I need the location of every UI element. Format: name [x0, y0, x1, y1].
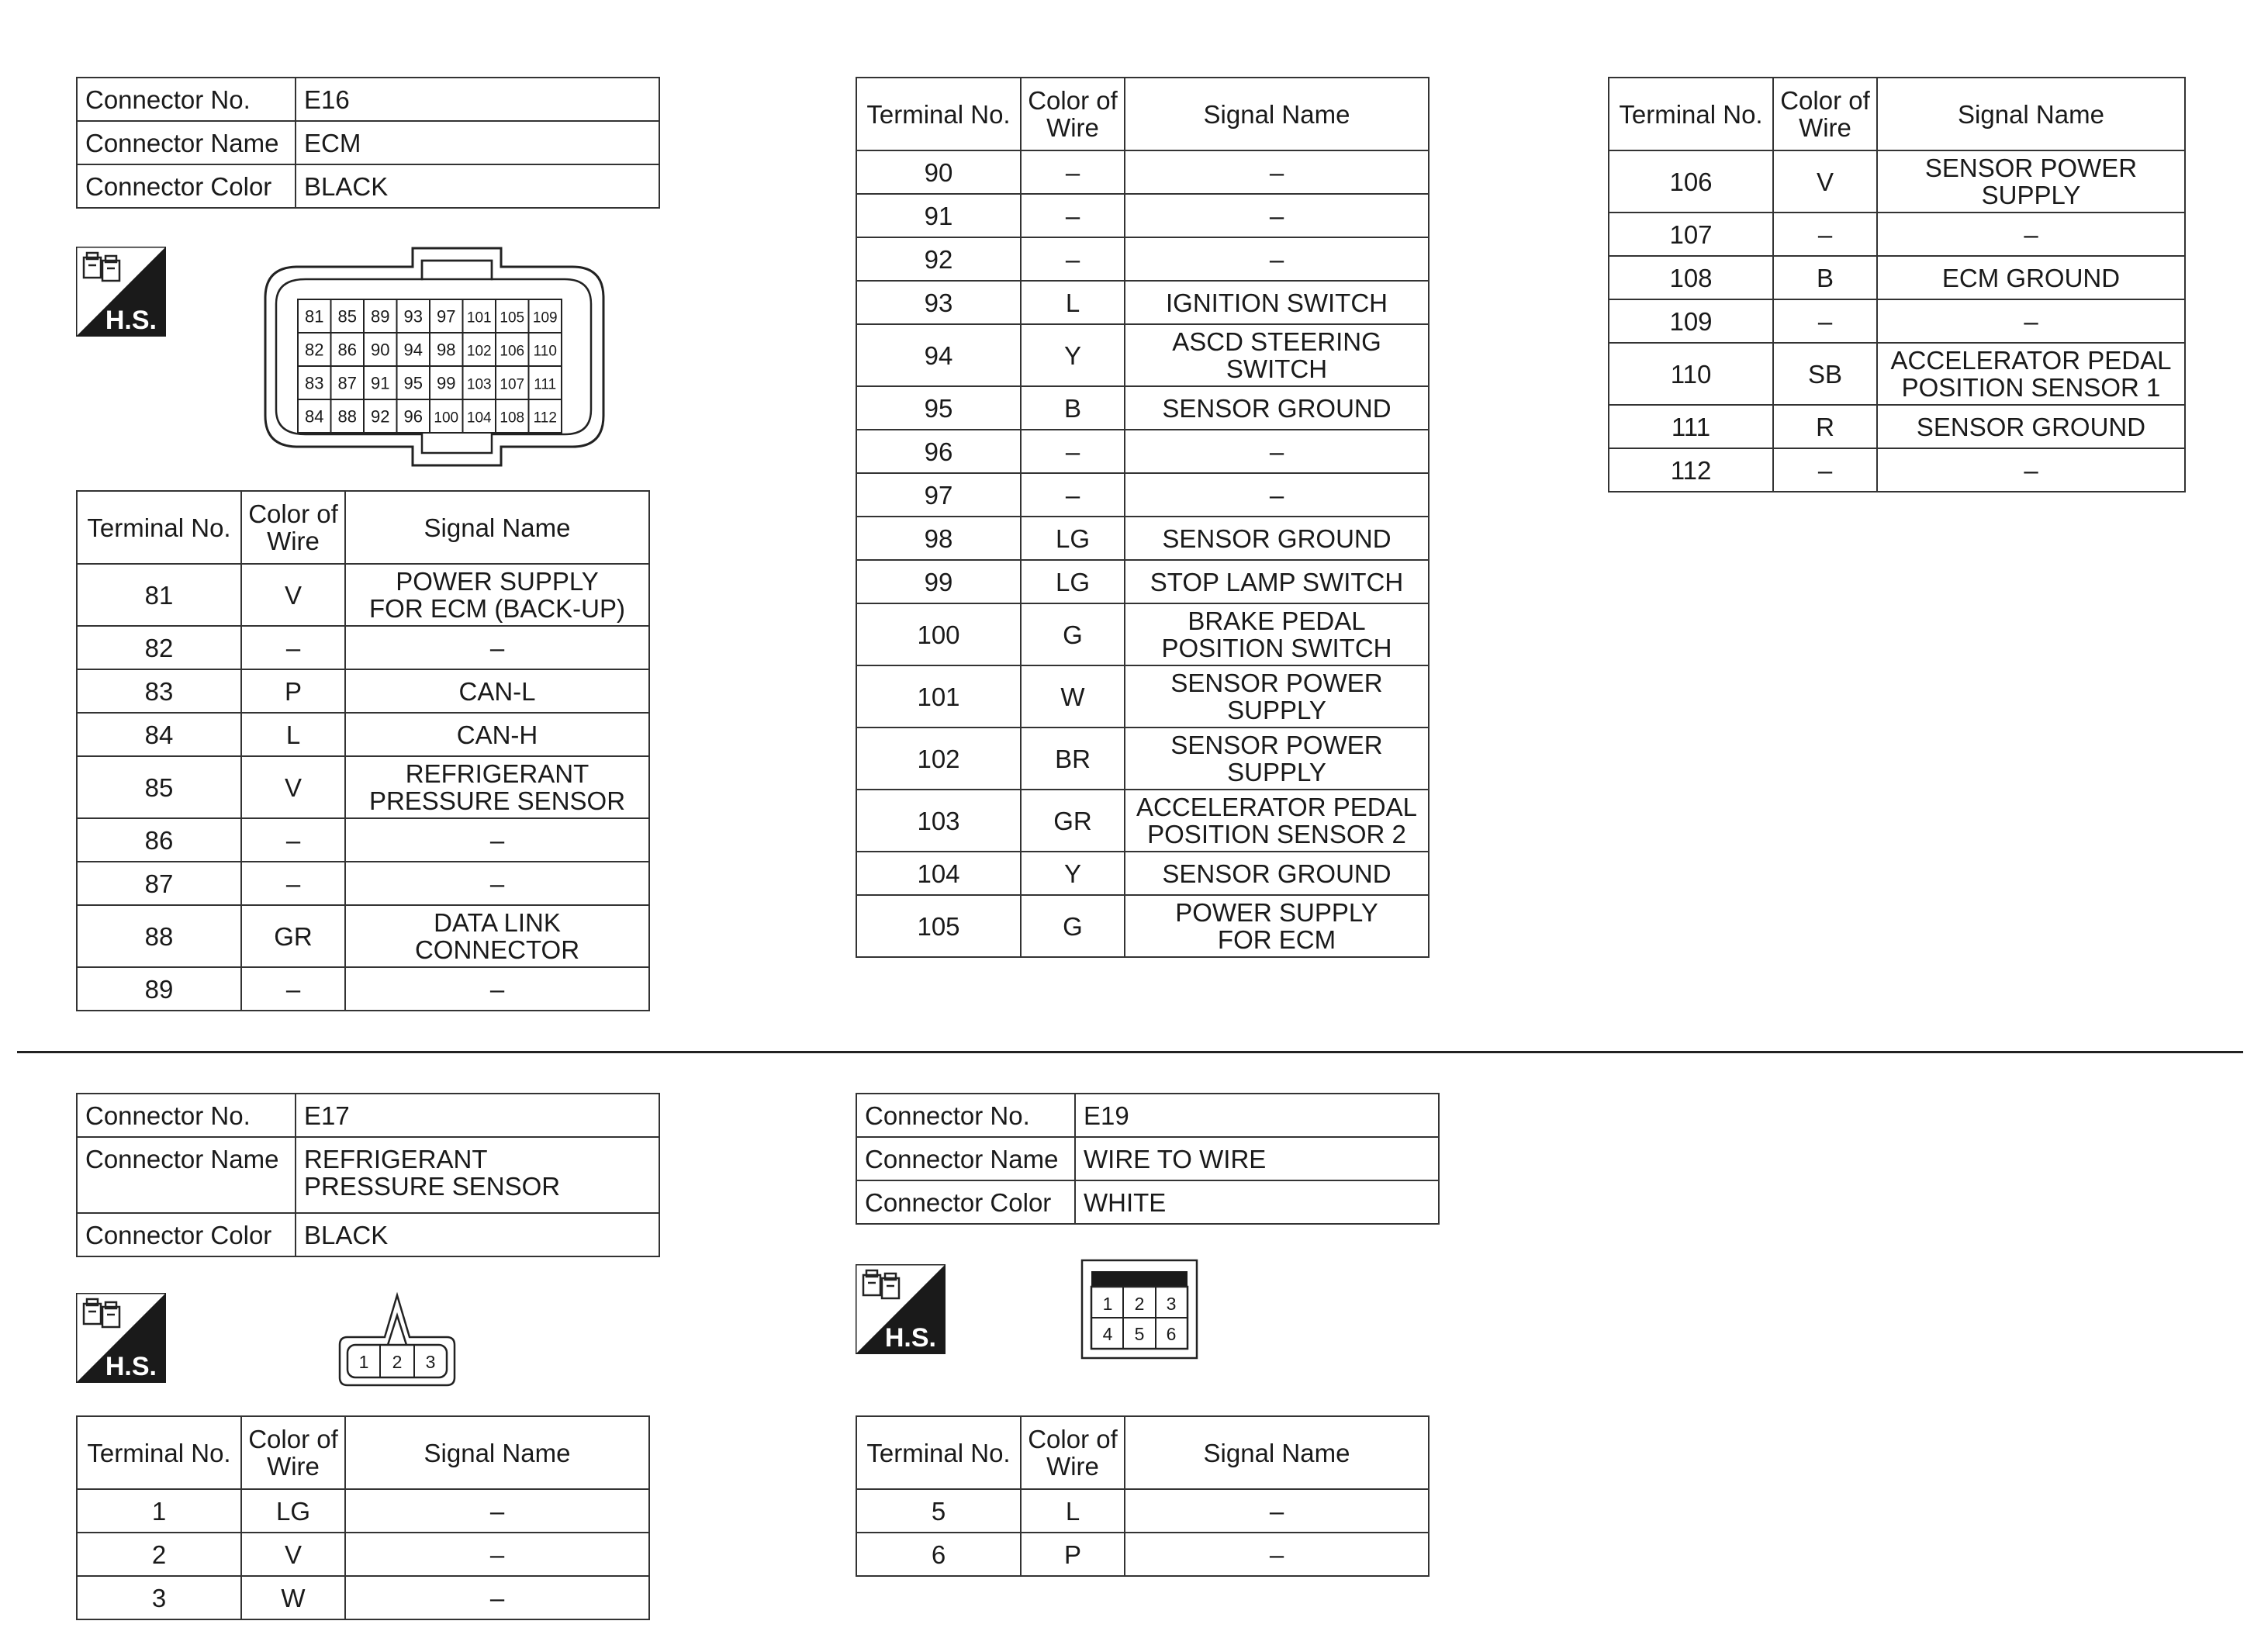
table-row	[856, 237, 1429, 281]
wire-color: B	[1773, 256, 1877, 299]
terminal-number: 100	[856, 603, 1021, 665]
pin-label: 101	[466, 309, 492, 327]
signal-name: –	[345, 862, 649, 905]
pin-label: 108	[500, 410, 525, 427]
table-row	[856, 517, 1429, 560]
wire-color: –	[1773, 213, 1877, 256]
table-header	[77, 491, 649, 564]
pin-label: 104	[466, 410, 492, 427]
signal-name: –	[1125, 430, 1429, 473]
wire-color: –	[241, 967, 345, 1011]
info-value: WHITE	[1075, 1180, 1439, 1224]
table-row	[77, 1533, 649, 1576]
signal-name-header: Signal Name	[1877, 78, 2185, 150]
terminal-no-header: Terminal No.	[77, 491, 241, 564]
info-label: Connector No.	[77, 1094, 296, 1137]
table-row	[856, 386, 1429, 430]
signal-name: POWER SUPPLY FOR ECM (BACK-UP)	[345, 564, 649, 626]
signal-name: SENSOR POWER SUPPLY	[1125, 665, 1429, 728]
pin-label: 86	[337, 340, 357, 360]
wire-color: BR	[1021, 728, 1125, 790]
terminal-number: 2	[77, 1533, 241, 1576]
wire-color: –	[1773, 299, 1877, 343]
signal-name: –	[345, 1489, 649, 1533]
info-row	[77, 78, 659, 121]
pin-label: 103	[466, 376, 492, 393]
signal-name: SENSOR GROUND	[1125, 517, 1429, 560]
pin-label: 95	[403, 373, 423, 393]
e17-connector-face-diagram	[338, 1291, 456, 1388]
info-label: Connector Name	[77, 121, 296, 164]
signal-name-header: Signal Name	[345, 1416, 649, 1489]
wire-color: –	[1021, 473, 1125, 517]
table-row	[1609, 150, 2185, 213]
terminal-number: 90	[856, 150, 1021, 194]
signal-name: CAN-H	[345, 713, 649, 756]
pin-label: 3	[425, 1352, 436, 1372]
table-row	[1609, 405, 2185, 448]
signal-name: REFRIGERANT PRESSURE SENSOR	[345, 756, 649, 818]
wire-color: V	[1773, 150, 1877, 213]
section-divider	[17, 1051, 2243, 1053]
signal-name: –	[1125, 237, 1429, 281]
signal-name: SENSOR GROUND	[1125, 386, 1429, 430]
terminal-number: 101	[856, 665, 1021, 728]
info-label: Connector No.	[856, 1094, 1075, 1137]
signal-name: –	[345, 967, 649, 1011]
signal-name: –	[345, 1533, 649, 1576]
wire-color: V	[241, 1533, 345, 1576]
pin-label: 1	[358, 1352, 369, 1372]
signal-name: SENSOR POWER SUPPLY	[1125, 728, 1429, 790]
pin-label: 89	[371, 306, 390, 327]
terminal-number: 81	[77, 564, 241, 626]
terminal-no-header: Terminal No.	[1609, 78, 1773, 150]
table-row	[1609, 343, 2185, 405]
info-row	[856, 1094, 1439, 1137]
signal-name: ACCELERATOR PEDAL POSITION SENSOR 1	[1877, 343, 2185, 405]
terminal-number: 97	[856, 473, 1021, 517]
pin-label: 94	[403, 340, 423, 360]
info-row	[77, 164, 659, 208]
table-row	[856, 560, 1429, 603]
table-row	[856, 665, 1429, 728]
table-row	[77, 862, 649, 905]
signal-name: IGNITION SWITCH	[1125, 281, 1429, 324]
terminal-number: 98	[856, 517, 1021, 560]
wire-color: –	[1021, 194, 1125, 237]
table-row	[856, 603, 1429, 665]
pin-label: 99	[437, 373, 456, 393]
e17-terminal-table	[76, 1415, 650, 1620]
terminal-number: 93	[856, 281, 1021, 324]
terminal-number: 3	[77, 1576, 241, 1619]
wire-color: –	[241, 862, 345, 905]
signal-name: CAN-L	[345, 669, 649, 713]
hs-label: H.S.	[105, 306, 157, 335]
signal-name: BRAKE PEDAL POSITION SWITCH	[1125, 603, 1429, 665]
info-row	[77, 1094, 659, 1137]
info-label: Connector No.	[77, 78, 296, 121]
e16-terminal-table-3	[1608, 77, 2186, 492]
info-value: ECM	[296, 121, 659, 164]
signal-name: –	[1877, 213, 2185, 256]
table-row	[77, 713, 649, 756]
table-row	[856, 852, 1429, 895]
e19-connector-face-diagram	[1080, 1259, 1198, 1360]
signal-name: –	[1877, 299, 2185, 343]
table-row	[77, 818, 649, 862]
table-row	[77, 626, 649, 669]
wire-color: –	[1021, 237, 1125, 281]
pin-label: 102	[466, 343, 492, 360]
harness-side-icon	[76, 1293, 166, 1383]
table-row	[77, 1489, 649, 1533]
wire-color: V	[241, 564, 345, 626]
signal-name: –	[345, 626, 649, 669]
terminal-number: 108	[1609, 256, 1773, 299]
pin-label: 93	[403, 306, 423, 327]
info-label: Connector Color	[856, 1180, 1075, 1224]
terminal-number: 91	[856, 194, 1021, 237]
table-row	[77, 756, 649, 818]
signal-name: –	[345, 818, 649, 862]
pin-label: 107	[500, 376, 525, 393]
wire-color: –	[1021, 430, 1125, 473]
pin-label: 91	[371, 373, 390, 393]
wire-color: P	[1021, 1533, 1125, 1576]
info-label: Connector Name	[77, 1137, 296, 1213]
info-row	[856, 1137, 1439, 1180]
info-row	[856, 1180, 1439, 1224]
harness-side-icon	[76, 247, 166, 337]
pin-label: 110	[533, 343, 557, 360]
table-header	[856, 78, 1429, 150]
table-header	[1609, 78, 2185, 150]
signal-name: –	[1125, 473, 1429, 517]
pin-label: 2	[392, 1352, 403, 1372]
wire-color: SB	[1773, 343, 1877, 405]
pin-label: 90	[371, 340, 390, 360]
wire-color: G	[1021, 895, 1125, 957]
terminal-number: 84	[77, 713, 241, 756]
table-row	[77, 564, 649, 626]
wire-color: LG	[1021, 517, 1125, 560]
signal-name: ACCELERATOR PEDAL POSITION SENSOR 2	[1125, 790, 1429, 852]
wire-color: Y	[1021, 852, 1125, 895]
table-row	[77, 905, 649, 967]
info-value: E16	[296, 78, 659, 121]
terminal-number: 112	[1609, 448, 1773, 492]
pin-label: 111	[534, 376, 557, 393]
terminal-number: 86	[77, 818, 241, 862]
table-row	[77, 967, 649, 1011]
terminal-number: 95	[856, 386, 1021, 430]
table-row	[77, 669, 649, 713]
pin-label: 92	[371, 406, 390, 427]
signal-name: SENSOR GROUND	[1877, 405, 2185, 448]
table-row	[856, 324, 1429, 386]
wire-color: GR	[241, 905, 345, 967]
pin-label: 106	[500, 343, 525, 360]
terminal-no-header: Terminal No.	[856, 78, 1021, 150]
wire-color: G	[1021, 603, 1125, 665]
signal-name: POWER SUPPLY FOR ECM	[1125, 895, 1429, 957]
table-row	[856, 790, 1429, 852]
terminal-number: 99	[856, 560, 1021, 603]
signal-name: DATA LINK CONNECTOR	[345, 905, 649, 967]
info-value: BLACK	[296, 164, 659, 208]
wire-color: –	[241, 818, 345, 862]
wire-color: L	[1021, 281, 1125, 324]
table-row	[856, 430, 1429, 473]
terminal-number: 5	[856, 1489, 1021, 1533]
pin-label: 2	[1134, 1294, 1145, 1314]
e19-terminal-table	[856, 1415, 1430, 1577]
wire-color: L	[241, 713, 345, 756]
e19-connector-info	[856, 1093, 1440, 1225]
pin-label: 85	[337, 306, 357, 327]
info-row	[77, 1213, 659, 1256]
table-row	[856, 728, 1429, 790]
table-row	[1609, 448, 2185, 492]
terminal-number: 102	[856, 728, 1021, 790]
e16-terminal-table-2	[856, 77, 1430, 958]
terminal-number: 109	[1609, 299, 1773, 343]
signal-name: –	[1125, 150, 1429, 194]
signal-name: –	[1877, 448, 2185, 492]
terminal-number: 82	[77, 626, 241, 669]
wire-color-header: Color of Wire	[241, 1416, 345, 1489]
pin-label: 5	[1134, 1324, 1145, 1344]
signal-name-header: Signal Name	[1125, 78, 1429, 150]
table-row	[856, 895, 1429, 957]
terminal-number: 96	[856, 430, 1021, 473]
signal-name: STOP LAMP SWITCH	[1125, 560, 1429, 603]
table-header	[856, 1416, 1429, 1489]
table-row	[856, 473, 1429, 517]
pin-label: 97	[437, 306, 456, 327]
terminal-number: 1	[77, 1489, 241, 1533]
info-row	[77, 1137, 659, 1213]
wire-color: LG	[241, 1489, 345, 1533]
pin-label: 82	[305, 340, 324, 360]
info-value: E19	[1075, 1094, 1439, 1137]
terminal-number: 103	[856, 790, 1021, 852]
pin-label: 3	[1166, 1294, 1177, 1314]
signal-name: SENSOR POWER SUPPLY	[1877, 150, 2185, 213]
table-row	[856, 1533, 1429, 1576]
wire-color-header: Color of Wire	[1773, 78, 1877, 150]
info-value: E17	[296, 1094, 659, 1137]
table-row	[77, 1576, 649, 1619]
signal-name: –	[1125, 194, 1429, 237]
info-value: REFRIGERANT PRESSURE SENSOR	[296, 1137, 659, 1213]
pin-label: 87	[337, 373, 357, 393]
table-row	[1609, 213, 2185, 256]
wire-color-header: Color of Wire	[1021, 78, 1125, 150]
terminal-number: 110	[1609, 343, 1773, 405]
e17-connector-info	[76, 1093, 660, 1257]
terminal-number: 105	[856, 895, 1021, 957]
terminal-number: 6	[856, 1533, 1021, 1576]
pin-label: 109	[532, 309, 558, 327]
table-row	[856, 150, 1429, 194]
signal-name: ECM GROUND	[1877, 256, 2185, 299]
wire-color: R	[1773, 405, 1877, 448]
wire-color: –	[241, 626, 345, 669]
info-label: Connector Name	[856, 1137, 1075, 1180]
pin-label: 88	[337, 406, 357, 427]
info-label: Connector Color	[77, 164, 296, 208]
info-row	[77, 121, 659, 164]
wire-color: GR	[1021, 790, 1125, 852]
terminal-number: 107	[1609, 213, 1773, 256]
pin-label: 105	[500, 309, 525, 327]
table-row	[1609, 256, 2185, 299]
pin-label: 112	[533, 410, 557, 427]
wire-color: –	[1773, 448, 1877, 492]
wire-color: L	[1021, 1489, 1125, 1533]
wire-color: V	[241, 756, 345, 818]
pin-label: 96	[403, 406, 423, 427]
signal-name: SENSOR GROUND	[1125, 852, 1429, 895]
pin-label: 6	[1166, 1324, 1177, 1344]
table-header	[77, 1416, 649, 1489]
table-row	[856, 281, 1429, 324]
terminal-number: 106	[1609, 150, 1773, 213]
terminal-no-header: Terminal No.	[856, 1416, 1021, 1489]
e16-connector-info	[76, 77, 660, 209]
signal-name: –	[1125, 1533, 1429, 1576]
pin-label: 4	[1102, 1324, 1113, 1344]
signal-name-header: Signal Name	[345, 491, 649, 564]
wire-color: B	[1021, 386, 1125, 430]
wire-color: P	[241, 669, 345, 713]
terminal-number: 92	[856, 237, 1021, 281]
table-row	[856, 194, 1429, 237]
signal-name: ASCD STEERING SWITCH	[1125, 324, 1429, 386]
hs-label: H.S.	[884, 1323, 936, 1353]
terminal-number: 85	[77, 756, 241, 818]
pin-label: 1	[1102, 1294, 1113, 1314]
wire-color: W	[1021, 665, 1125, 728]
terminal-no-header: Terminal No.	[77, 1416, 241, 1489]
e16-terminal-table-1	[76, 490, 650, 1011]
signal-name: –	[1125, 1489, 1429, 1533]
hs-label: H.S.	[105, 1352, 157, 1381]
terminal-number: 111	[1609, 405, 1773, 448]
info-label: Connector Color	[77, 1213, 296, 1256]
pin-label: 81	[305, 306, 324, 327]
pin-label: 83	[305, 373, 324, 393]
terminal-number: 104	[856, 852, 1021, 895]
wire-color: –	[1021, 150, 1125, 194]
table-row	[856, 1489, 1429, 1533]
info-value: BLACK	[296, 1213, 659, 1256]
pin-label: 100	[434, 410, 459, 427]
terminal-number: 88	[77, 905, 241, 967]
terminal-number: 94	[856, 324, 1021, 386]
pin-label: 98	[437, 340, 456, 360]
signal-name: –	[345, 1576, 649, 1619]
info-value: WIRE TO WIRE	[1075, 1137, 1439, 1180]
terminal-number: 83	[77, 669, 241, 713]
wire-color: W	[241, 1576, 345, 1619]
e16-connector-face-diagram	[261, 247, 607, 467]
pin-label: 84	[305, 406, 324, 427]
wire-color-header: Color of Wire	[1021, 1416, 1125, 1489]
wire-color: Y	[1021, 324, 1125, 386]
wire-color: LG	[1021, 560, 1125, 603]
signal-name-header: Signal Name	[1125, 1416, 1429, 1489]
harness-side-icon	[856, 1264, 946, 1354]
terminal-number: 89	[77, 967, 241, 1011]
table-row	[1609, 299, 2185, 343]
wire-color-header: Color of Wire	[241, 491, 345, 564]
terminal-number: 87	[77, 862, 241, 905]
